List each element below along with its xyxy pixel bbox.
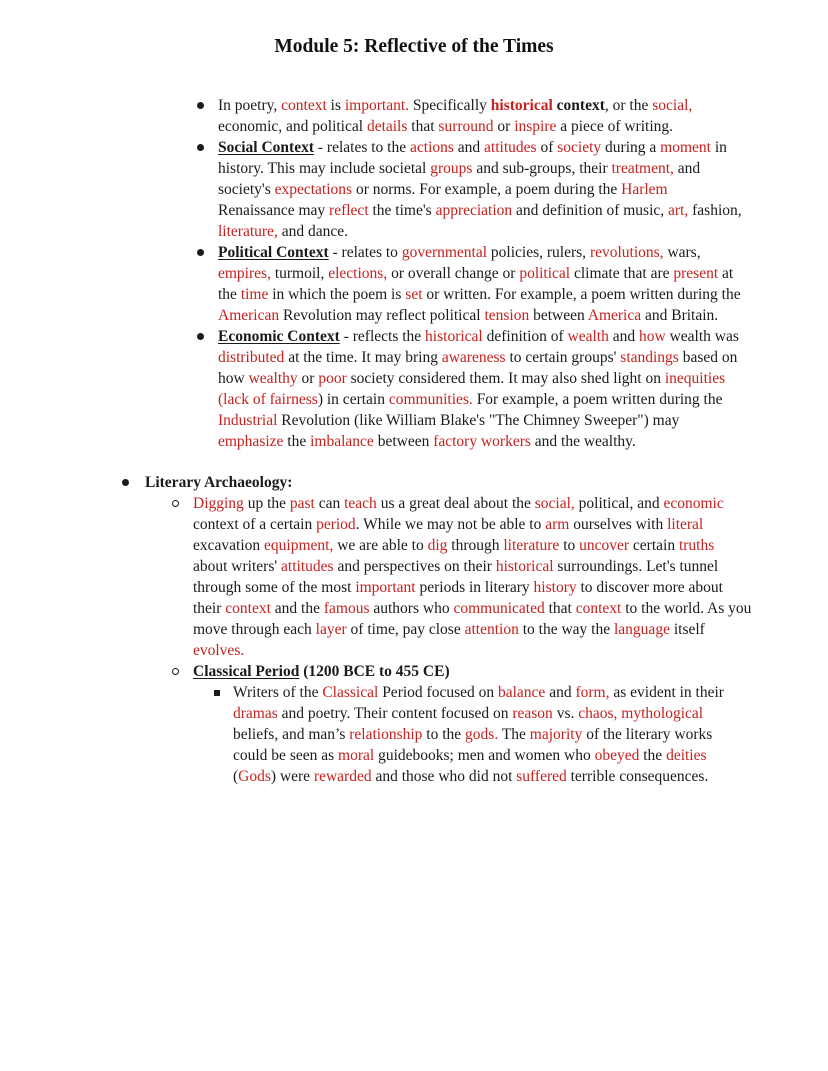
text-run: In poetry, [218, 97, 282, 114]
text-run: deities [666, 747, 707, 764]
text-run: and poetry. Their content focused on [277, 705, 513, 722]
text-run: definition of [482, 328, 568, 345]
text-run: social, [652, 97, 693, 114]
text-run: - relates to [328, 244, 402, 261]
text-run: as evident in their [609, 684, 728, 701]
circle-glyph [172, 668, 179, 675]
text-run: to discover more about their [193, 579, 727, 617]
text-run: language [614, 621, 670, 638]
bullet-item [0, 682, 744, 787]
text-run: moment [660, 139, 711, 156]
text-run: set [405, 286, 423, 303]
text-run: and Britain. [641, 307, 719, 324]
text-run: - relates to the [314, 139, 410, 156]
text-run: certain [629, 537, 679, 554]
paragraph-spacer [0, 452, 828, 472]
text-run: factory workers [433, 433, 531, 450]
text-run: reason [512, 705, 553, 722]
text-run: actions [410, 139, 454, 156]
text-run: authors who [369, 600, 454, 617]
text-run: (lack of fairness [218, 391, 318, 408]
paragraph-text [145, 474, 292, 491]
text-run: balance [497, 684, 546, 701]
text-run: based on how [218, 349, 742, 387]
text-run: literal [667, 516, 704, 533]
disc-glyph [197, 333, 204, 340]
text-run: and the wealthy. [530, 433, 636, 450]
text-run: Digging [193, 495, 244, 512]
text-run: in history. This may include societal [218, 139, 731, 177]
bullet-item [0, 326, 742, 452]
text-run: between [373, 433, 434, 450]
text-run: Writers of the [233, 684, 323, 701]
text-run: climate that are [570, 265, 674, 282]
text-run: and those who did not [371, 768, 517, 785]
text-run: us a great deal about the [376, 495, 535, 512]
text-run: the time's [368, 202, 436, 219]
bullet-marker-disc-icon [197, 102, 204, 109]
disc-glyph [122, 479, 129, 486]
text-run: elections, [328, 265, 388, 282]
text-run: relationship [349, 726, 423, 743]
paragraph-text [233, 684, 728, 785]
text-run: between [529, 307, 588, 324]
text-run: Social Context [218, 139, 315, 156]
text-run: is [326, 97, 345, 114]
text-run [725, 370, 729, 387]
text-run: historical [490, 97, 553, 114]
text-run: wealthy [248, 370, 298, 387]
text-run: communities. [388, 391, 473, 408]
text-run: or [493, 118, 515, 135]
text-run: vs. [552, 705, 579, 722]
text-run: and [545, 684, 576, 701]
square-glyph [214, 690, 220, 696]
text-run: rewarded [313, 768, 372, 785]
text-run: ) were [270, 768, 314, 785]
text-run: art, [668, 202, 689, 219]
text-run: Renaissance may [218, 181, 672, 219]
text-run: wealth was [665, 328, 743, 345]
text-run: attitudes [281, 558, 334, 575]
text-run: uncover [579, 537, 630, 554]
text-run: important [355, 579, 416, 596]
text-run: context [281, 97, 327, 114]
text-run: Gods [238, 768, 271, 785]
text-run: form, [575, 684, 610, 701]
text-run: how [639, 328, 666, 345]
text-run: the [639, 747, 667, 764]
text-run: to the world. As you move through each [193, 600, 756, 638]
paragraph-text [193, 663, 450, 680]
text-run: fashion, [688, 202, 746, 219]
text-run: Period focused on [378, 684, 498, 701]
bullet-marker-square-icon [214, 689, 220, 696]
text-run: to the [422, 726, 466, 743]
text-run: periods in literary [415, 579, 534, 596]
text-run: society considered them. It may also shed light on [346, 370, 665, 387]
text-run: dramas [233, 705, 278, 722]
text-run: beliefs, and man’s [233, 705, 707, 743]
text-run: ( [233, 747, 711, 785]
text-run: imbalance [310, 433, 374, 450]
text-run: and definition of music, [512, 202, 669, 219]
text-run: wealth [567, 328, 609, 345]
text-run: or [297, 370, 319, 387]
text-run: majority [529, 726, 583, 743]
text-run: context [556, 97, 605, 114]
text-run: appreciation [435, 202, 513, 219]
text-run: Economic Context [218, 328, 340, 345]
text-run: political [519, 265, 571, 282]
text-run: surround [438, 118, 494, 135]
text-run: reflect [329, 202, 369, 219]
bullet-item [0, 661, 752, 682]
text-run: evolves. [193, 642, 245, 659]
bullet-marker-circle-icon [172, 668, 179, 675]
text-run: turmoil, [270, 265, 329, 282]
text-run: and society's [218, 160, 705, 198]
document-body [0, 95, 828, 787]
text-run: equipment, [264, 537, 334, 554]
text-run: America [587, 307, 642, 324]
text-run: and sub-groups, their [472, 160, 612, 177]
text-run: Revolution (like William Blake's "The Chimney Sweeper") may [277, 412, 684, 429]
text-run: treatment, [611, 160, 674, 177]
bullet-item [0, 95, 742, 137]
text-run: guidebooks; men and women who [374, 747, 595, 764]
text-run: context [225, 600, 271, 617]
text-run: literature, [218, 223, 278, 240]
text-run: or written. For example, a poem written during the [422, 286, 744, 303]
text-run: and dance. [277, 223, 348, 240]
text-run: economic [663, 495, 724, 512]
text-run: and [608, 328, 640, 345]
text-run: and perspectives on their [333, 558, 496, 575]
text-run: in which the poem is [268, 286, 406, 303]
text-run: of the literary works could be seen as [233, 726, 717, 764]
text-run: ourselves with [569, 516, 668, 533]
text-run: that [544, 600, 576, 617]
text-run: can [314, 495, 345, 512]
text-run: arm [545, 516, 570, 533]
text-run: context [575, 600, 622, 617]
text-run: empires, [218, 265, 271, 282]
text-run: gods. [465, 726, 499, 743]
text-run: distributed [218, 349, 285, 366]
text-run: to the way the [518, 621, 614, 638]
text-run: Literary Archaeology: [145, 474, 293, 491]
bullet-item [0, 137, 746, 242]
text-run: of [536, 139, 558, 156]
text-run: at the time. It may bring [284, 349, 442, 366]
text-run: The [498, 726, 530, 743]
text-run: inspire [514, 118, 557, 135]
text-run: period [316, 516, 356, 533]
text-run: political, and [574, 495, 664, 512]
text-run: obeyed [594, 747, 640, 764]
text-run: expectations [274, 181, 353, 198]
bullet-marker-disc-icon [197, 144, 204, 151]
text-run: that [407, 118, 439, 135]
text-run: past [289, 495, 315, 512]
text-run: governmental [401, 244, 488, 261]
text-run: - reflects the [339, 328, 426, 345]
bullet-item [0, 493, 756, 661]
text-run: groups [430, 160, 473, 177]
paragraph-text [218, 244, 744, 324]
text-run: literature [503, 537, 560, 554]
text-run: and the [270, 600, 324, 617]
text-run: itself [669, 621, 709, 638]
text-run: a piece of writing. [556, 118, 674, 135]
text-run: policies, rulers, [487, 244, 590, 261]
text-run: moral [338, 747, 375, 764]
text-run: important. [344, 97, 410, 114]
text-run: famous [323, 600, 370, 617]
text-run: wars, [663, 244, 705, 261]
text-run: details [366, 118, 408, 135]
text-run: revolutions, [589, 244, 664, 261]
text-run: terrible consequences. [566, 768, 709, 785]
text-run: poor [318, 370, 347, 387]
text-run: Harlem [621, 181, 668, 198]
paragraph-text [218, 139, 746, 240]
text-run: attitudes [484, 139, 537, 156]
text-run: and [453, 139, 485, 156]
disc-glyph [197, 102, 204, 109]
text-run: Industrial [218, 412, 278, 429]
text-run: social, [534, 495, 575, 512]
text-run: American [218, 307, 280, 324]
text-run: historical [495, 558, 554, 575]
text-run: awareness [441, 349, 506, 366]
text-run: attention [464, 621, 519, 638]
text-run: about writers' [193, 537, 719, 575]
text-run: teach [344, 495, 377, 512]
text-run: to [559, 537, 580, 554]
text-run: the [283, 433, 311, 450]
text-run: history [533, 579, 577, 596]
text-run: or overall change or [387, 265, 520, 282]
text-run: tension [484, 307, 530, 324]
bullet-marker-circle-icon [172, 500, 179, 507]
text-run: Revolution may reflect political [279, 307, 485, 324]
page-title: Module 5: Reflective of the Times [274, 36, 554, 57]
disc-glyph [197, 249, 204, 256]
text-run: (1200 BCE to 455 CE) [299, 663, 450, 680]
text-run: inequities [664, 370, 726, 387]
text-run: emphasize [218, 433, 284, 450]
disc-glyph [197, 144, 204, 151]
text-run: at the [218, 265, 738, 303]
text-run: up the [243, 495, 290, 512]
text-run: or norms. For example, a poem during the [352, 181, 622, 198]
text-run: chaos, mythological [578, 705, 704, 722]
bullet-marker-disc-icon [122, 479, 129, 486]
text-run: ) in certain [317, 391, 389, 408]
bullet-item [0, 472, 760, 493]
paragraph-text [218, 97, 696, 135]
text-run: present [673, 265, 719, 282]
text-run: suffered [516, 768, 567, 785]
text-run: Specifically [409, 97, 491, 114]
text-run: Classical [322, 684, 379, 701]
text-run: layer [315, 621, 347, 638]
text-run: surroundings. Let's tunnel through some of the most [193, 558, 723, 596]
text-run: , or the [604, 97, 653, 114]
text-run: during a [601, 139, 661, 156]
text-run: historical [425, 328, 483, 345]
bullet-item [0, 242, 742, 326]
text-run: excavation [193, 516, 708, 554]
text-run: communicated [453, 600, 545, 617]
text-run: of time, pay close [346, 621, 465, 638]
bullet-marker-disc-icon [197, 249, 204, 256]
text-run: time [240, 286, 269, 303]
text-run: we are able to [333, 537, 428, 554]
text-run: through [447, 537, 504, 554]
text-run: economic, and political [218, 97, 697, 135]
paragraph-text [218, 328, 743, 450]
text-run: Classical Period [193, 663, 300, 680]
circle-glyph [172, 500, 179, 507]
bullet-marker-disc-icon [197, 333, 204, 340]
text-run: standings [620, 349, 679, 366]
text-run: context of a certain [193, 495, 728, 533]
text-run: For example, a poem written during the [472, 391, 727, 408]
text-run: Political Context [218, 244, 329, 261]
paragraph-text [193, 495, 755, 659]
text-run: dig [427, 537, 448, 554]
text-run: society [557, 139, 602, 156]
text-run: to certain groups' [505, 349, 621, 366]
text-run: . While we may not be able to [355, 516, 546, 533]
text-run: truths [678, 537, 715, 554]
